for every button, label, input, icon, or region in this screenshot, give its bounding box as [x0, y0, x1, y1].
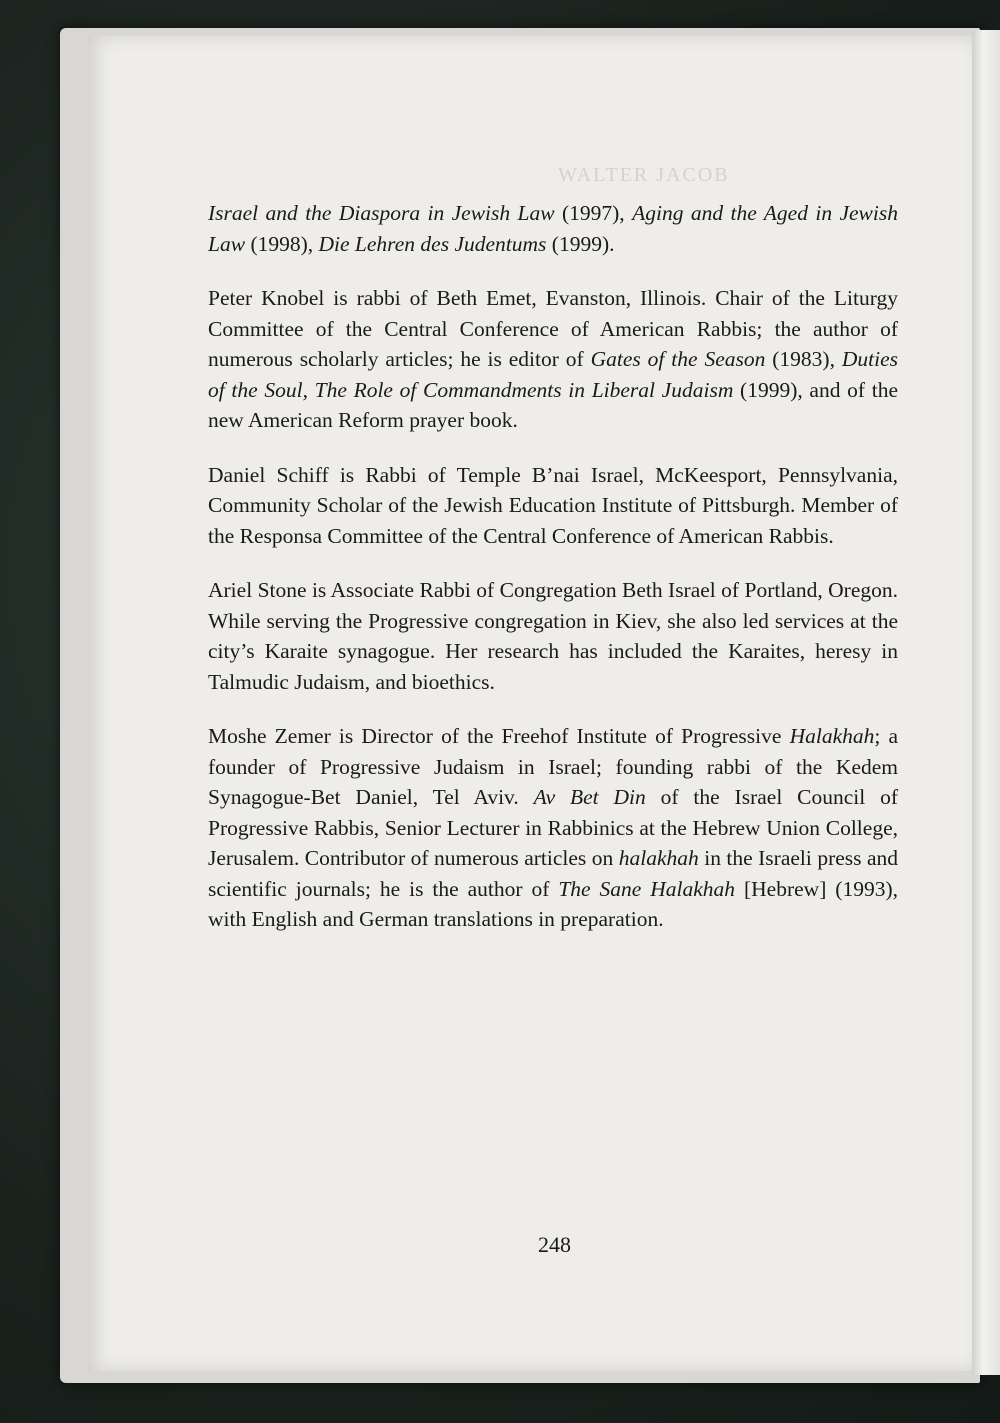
italic-title: Halakhah — [789, 724, 875, 748]
italic-title: Aging and the Aged in Jewish Law — [208, 201, 898, 256]
text-run: (1997), — [554, 201, 633, 225]
text-run: (1999), and of the new American Reform prayer book. — [208, 377, 898, 432]
italic-title: halakhah — [618, 846, 699, 870]
contributors-text — [208, 198, 898, 959]
facing-page-edge — [972, 30, 1000, 1375]
page-number: 248 — [538, 1232, 571, 1257]
contributor-entry — [208, 721, 898, 935]
contributor-entry — [208, 198, 898, 259]
contributor-entry — [208, 283, 898, 436]
text-run: Moshe Zemer is Director of the Freehof Institute of Progressive — [208, 724, 790, 748]
text-run: (1999). — [546, 231, 615, 256]
text-run: of the Israel Council of Progressive Rabbis, Senior Lecturer in Rabbinics at the Hebrew Union College, Jerusalem. Contributor of numerous articles on — [208, 785, 899, 870]
italic-title: Israel and the Diaspora in Jewish Law — [208, 201, 555, 225]
text-run: Daniel Schiff is Rabbi of Temple B’nai Israel, McKeesport, Pennsylvania, Community Scholar of the Jewish Education Institute of Pittsburgh. Member of the Responsa Committee of the Central Conference of American Rabbis. — [208, 462, 898, 548]
running-head-show-through: WALTER JACOB — [558, 164, 730, 186]
text-run: Ariel Stone is Associate Rabbi of Congregation Beth Israel of Portland, Oregon. While serving the Progressive congregation in Kiev, she also led services at the city’s Karaite synagogue. Her research has included the Karaites, heresy in Talmudic Judaism, and bioethics. — [208, 578, 898, 694]
text-run: [Hebrew] (1993), with English and German translations in preparation. — [208, 876, 898, 931]
italic-title: Duties of the Soul, The Role of Commandments in Liberal Judaism — [208, 347, 899, 402]
italic-title: Gates of the Season — [590, 347, 766, 371]
text-run: (1983), — [765, 347, 842, 371]
text-run: Peter Knobel is rabbi of Beth Emet, Evanston, Illinois. Chair of the Liturgy Committee of the Central Conference of American Rabbis; the author of numerous scholarly articles; he is editor of — [208, 286, 898, 371]
italic-title: The Sane Halakhah — [558, 876, 736, 901]
contributor-entry — [208, 460, 898, 552]
text-run: (1998), — [245, 231, 319, 256]
text-run: in the Israeli press and scientific journals; he is the author of — [208, 846, 899, 901]
italic-title: Die Lehren des Judentums — [318, 231, 547, 256]
contributor-entry — [208, 575, 898, 697]
italic-title: Av Bet Din — [533, 785, 646, 809]
text-run: ; a founder of Progressive Judaism in Israel; founding rabbi of the Kedem Synagogue-Bet Daniel, Tel Aviv. — [208, 724, 898, 809]
